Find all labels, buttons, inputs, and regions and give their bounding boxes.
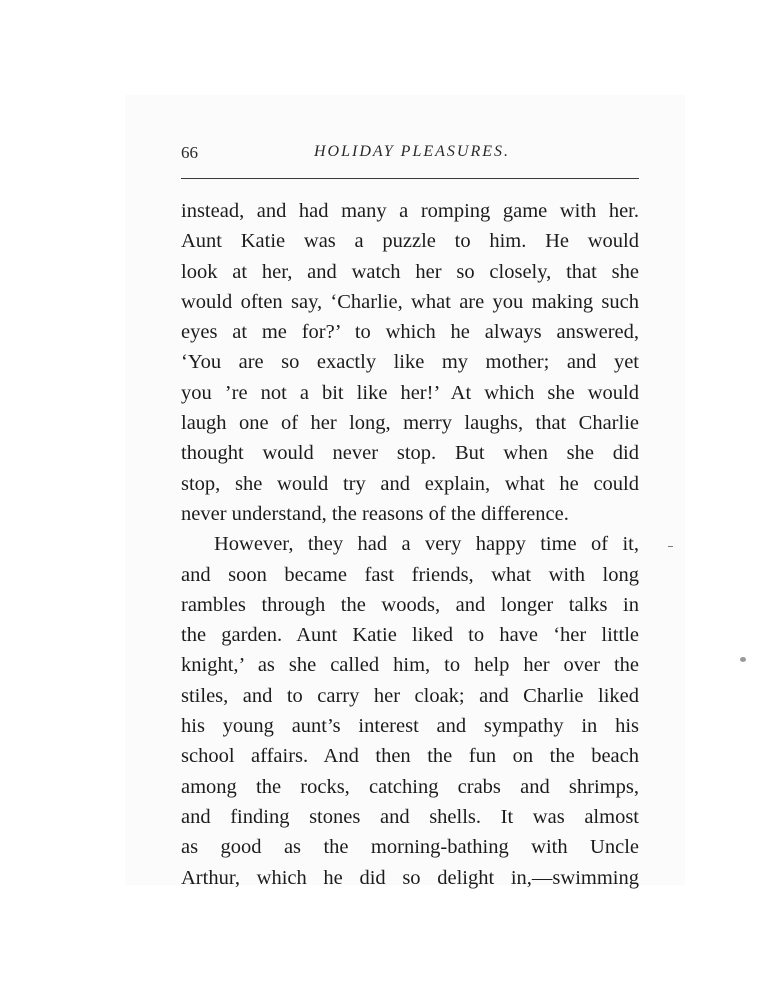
text-line: laugh one of her long, merry laughs, that Charlie [181, 412, 639, 435]
text-line: instead, and had many a romping game with her. [181, 200, 639, 222]
text-line: Aunt Katie was a puzzle to him. He would [181, 230, 639, 253]
text-line: stiles, and to carry her cloak; and Charlie liked [181, 684, 639, 707]
header-rule [181, 178, 639, 179]
text-line: knight,’ as she called him, to help her over the [181, 654, 639, 677]
text-line: and finding stones and shells. It was almost [181, 805, 639, 828]
text-line: his young aunt’s interest and sympathy in his [181, 715, 639, 738]
text-line: as good as the morning-bathing with Uncle [181, 836, 639, 859]
text-line: However, they had a very happy time of it, [214, 533, 639, 556]
page-header [181, 143, 639, 167]
text-line: you ’re not a bit like her!’ At which she would [181, 381, 639, 404]
text-line: the garden. Aunt Katie liked to have ‘her little [181, 624, 639, 647]
text-line: rambles through the woods, and longer talks in [181, 593, 639, 616]
text-line: never understand, the reasons of the difference. [181, 502, 569, 525]
text-line: and soon became fast friends, what with long [181, 563, 639, 586]
scan-artifact [740, 657, 746, 662]
running-head: HOLIDAY PLEASURES. [314, 143, 510, 160]
text-line: ‘You are so exactly like my mother; and yet [181, 351, 639, 374]
text-line: stop, she would try and explain, what he could [181, 472, 639, 495]
text-line: would often say, ‘Charlie, what are you making such [181, 290, 639, 313]
text-line: look at her, and watch her so closely, that she [181, 260, 639, 283]
body-text [181, 196, 639, 893]
text-line: among the rocks, catching crabs and shrimps, [181, 775, 639, 798]
text-line: thought would never stop. But when she did [181, 442, 639, 465]
page-number: 66 [181, 143, 198, 162]
text-line: eyes at me for?’ to which he always answered, [181, 321, 639, 344]
text-line: Arthur, which he did so delight in,—swimming [181, 866, 639, 889]
text-line: school affairs. And then the fun on the beach [181, 745, 639, 768]
scan-artifact [668, 546, 673, 547]
